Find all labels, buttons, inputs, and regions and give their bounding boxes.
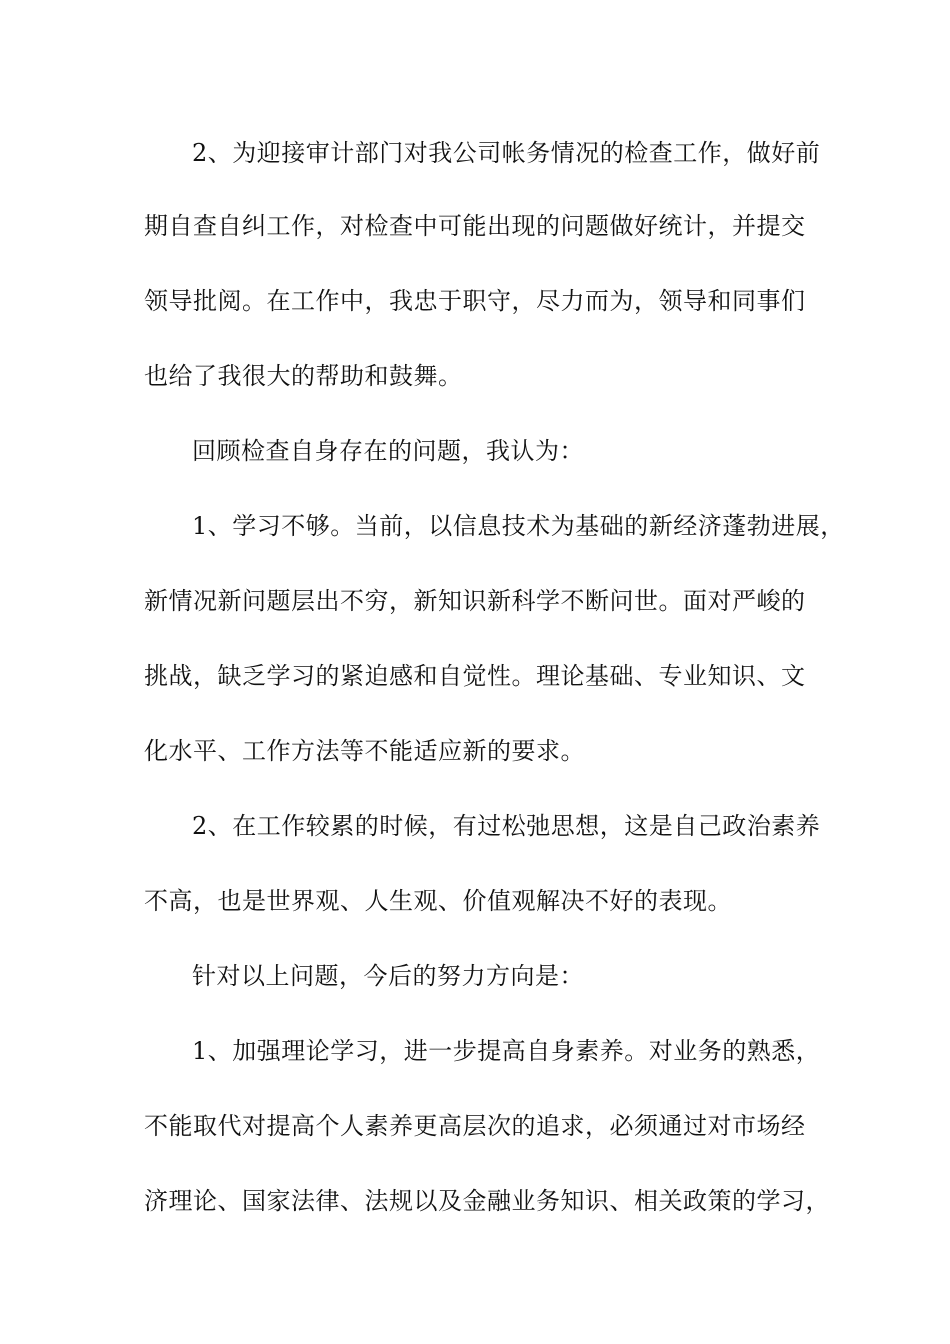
paragraph-line: 新情况新问题层出不穷，新知识新科学不断问世。面对严峻的 [144,587,806,615]
paragraph-line: 领导批阅。在工作中，我忠于职守，尽力而为，领导和同事们 [144,287,806,315]
paragraph-line: 2、为迎接审计部门对我公司帐务情况的检查工作，做好前 [192,139,821,167]
paragraph-line: 针对以上问题，今后的努力方向是： [192,962,584,990]
paragraph-line: 期自查自纠工作，对检查中可能出现的问题做好统计，并提交 [144,212,806,240]
paragraph-line: 回顾检查自身存在的问题，我认为： [192,437,584,465]
paragraph-line: 不能取代对提高个人素养更高层次的追求，必须通过对市场经 [144,1112,806,1140]
paragraph-line: 1、学习不够。当前，以信息技术为基础的新经济蓬勃进展， [192,512,845,540]
paragraph-line: 1、加强理论学习，进一步提高自身素养。对业务的熟悉， [192,1037,821,1065]
paragraph-line: 也给了我很大的帮助和鼓舞。 [144,362,463,390]
paragraph-line: 化水平、工作方法等不能适应新的要求。 [144,737,585,765]
paragraph-line: 2、在工作较累的时候，有过松弛思想，这是自己政治素养 [192,812,821,840]
paragraph-line: 不高，也是世界观、人生观、价值观解决不好的表现。 [144,887,732,915]
paragraph-line: 挑战，缺乏学习的紧迫感和自觉性。理论基础、专业知识、文 [144,662,806,690]
paragraph-line: 济理论、国家法律、法规以及金融业务知识、相关政策的学习， [144,1187,830,1215]
